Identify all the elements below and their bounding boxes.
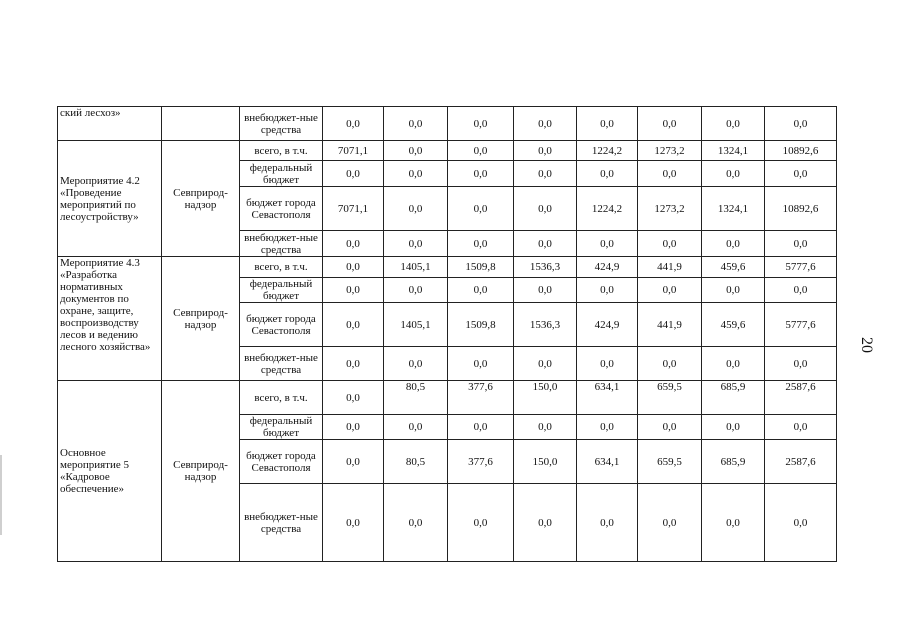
amount-cell: 0,0: [448, 107, 514, 141]
amount-cell: 459,6: [702, 257, 765, 278]
amount-cell: 0,0: [448, 415, 514, 440]
budget-table: [57, 106, 837, 562]
amount-cell: 1536,3: [514, 303, 577, 347]
table-row: [58, 107, 837, 141]
amount-cell: 1405,1: [384, 303, 448, 347]
amount-cell: 2587,6: [765, 440, 837, 484]
funding-source-cell: бюджет города Севастополя: [240, 187, 323, 231]
funding-source-cell: всего, в т.ч.: [240, 257, 323, 278]
amount-cell: 7071,1: [323, 187, 384, 231]
amount-cell: 5777,6: [765, 303, 837, 347]
amount-cell: 0,0: [323, 303, 384, 347]
amount-cell: 0,0: [323, 347, 384, 381]
scan-edge-mark: [0, 455, 2, 535]
amount-cell: 0,0: [702, 484, 765, 562]
amount-cell: 424,9: [577, 257, 638, 278]
amount-cell: 5777,6: [765, 257, 837, 278]
amount-cell: 80,5: [384, 381, 448, 415]
amount-cell: 0,0: [448, 141, 514, 161]
amount-cell: 0,0: [702, 231, 765, 257]
amount-cell: 0,0: [638, 231, 702, 257]
amount-cell: 0,0: [765, 278, 837, 303]
amount-cell: 0,0: [765, 484, 837, 562]
amount-cell: 0,0: [765, 161, 837, 187]
amount-cell: 0,0: [323, 107, 384, 141]
amount-cell: 0,0: [702, 347, 765, 381]
amount-cell: 0,0: [384, 278, 448, 303]
amount-cell: 1224,2: [577, 141, 638, 161]
amount-cell: 0,0: [448, 231, 514, 257]
amount-cell: 0,0: [323, 381, 384, 415]
amount-cell: 0,0: [577, 107, 638, 141]
amount-cell: 0,0: [384, 141, 448, 161]
amount-cell: 0,0: [323, 415, 384, 440]
amount-cell: 1536,3: [514, 257, 577, 278]
amount-cell: 1509,8: [448, 257, 514, 278]
executor-cell: Севприрод-надзор: [162, 257, 240, 381]
amount-cell: 0,0: [638, 415, 702, 440]
amount-cell: 0,0: [577, 347, 638, 381]
amount-cell: 0,0: [448, 278, 514, 303]
amount-cell: 0,0: [384, 231, 448, 257]
amount-cell: 7071,1: [323, 141, 384, 161]
amount-cell: 0,0: [638, 347, 702, 381]
funding-source-cell: федеральный бюджет: [240, 415, 323, 440]
amount-cell: 0,0: [448, 161, 514, 187]
amount-cell: 150,0: [514, 381, 577, 415]
amount-cell: 441,9: [638, 303, 702, 347]
amount-cell: 459,6: [702, 303, 765, 347]
amount-cell: 2587,6: [765, 381, 837, 415]
executor-cell: [162, 107, 240, 141]
amount-cell: 0,0: [577, 278, 638, 303]
amount-cell: 0,0: [577, 231, 638, 257]
amount-cell: 441,9: [638, 257, 702, 278]
funding-source-cell: бюджет города Севастополя: [240, 303, 323, 347]
amount-cell: 0,0: [514, 187, 577, 231]
amount-cell: 0,0: [323, 231, 384, 257]
amount-cell: 0,0: [323, 278, 384, 303]
amount-cell: 0,0: [384, 347, 448, 381]
amount-cell: 0,0: [384, 415, 448, 440]
amount-cell: 0,0: [384, 187, 448, 231]
amount-cell: 685,9: [702, 381, 765, 415]
amount-cell: 0,0: [514, 231, 577, 257]
amount-cell: 0,0: [638, 484, 702, 562]
amount-cell: 377,6: [448, 381, 514, 415]
amount-cell: 0,0: [514, 415, 577, 440]
amount-cell: 634,1: [577, 381, 638, 415]
amount-cell: 1509,8: [448, 303, 514, 347]
funding-source-cell: внебюджет-ные средства: [240, 484, 323, 562]
amount-cell: 1224,2: [577, 187, 638, 231]
amount-cell: 0,0: [323, 257, 384, 278]
amount-cell: 685,9: [702, 440, 765, 484]
amount-cell: 659,5: [638, 440, 702, 484]
amount-cell: 1324,1: [702, 141, 765, 161]
amount-cell: 0,0: [514, 484, 577, 562]
page-number: 20: [858, 337, 875, 353]
amount-cell: 0,0: [514, 161, 577, 187]
amount-cell: 1405,1: [384, 257, 448, 278]
funding-source-cell: внебюджет-ные средства: [240, 231, 323, 257]
amount-cell: 0,0: [702, 107, 765, 141]
amount-cell: 1273,2: [638, 187, 702, 231]
amount-cell: 0,0: [577, 415, 638, 440]
amount-cell: 0,0: [384, 107, 448, 141]
amount-cell: 634,1: [577, 440, 638, 484]
amount-cell: 659,5: [638, 381, 702, 415]
funding-source-cell: внебюджет-ные средства: [240, 347, 323, 381]
amount-cell: 0,0: [702, 415, 765, 440]
amount-cell: 377,6: [448, 440, 514, 484]
amount-cell: 1273,2: [638, 141, 702, 161]
executor-cell: Севприрод-надзор: [162, 381, 240, 562]
amount-cell: 0,0: [638, 161, 702, 187]
funding-source-cell: бюджет города Севастополя: [240, 440, 323, 484]
amount-cell: 0,0: [577, 484, 638, 562]
amount-cell: 0,0: [765, 107, 837, 141]
funding-source-cell: всего, в т.ч.: [240, 381, 323, 415]
amount-cell: 0,0: [702, 278, 765, 303]
event-name-cell: Мероприятие 4.3 «Разработка нормативных документов по охране, защите, воспроизводству лесов и ведению лесного хозяйства»: [58, 257, 162, 381]
amount-cell: 0,0: [765, 231, 837, 257]
funding-source-cell: внебюджет-ные средства: [240, 107, 323, 141]
amount-cell: 0,0: [384, 161, 448, 187]
funding-source-cell: федеральный бюджет: [240, 161, 323, 187]
amount-cell: 0,0: [384, 484, 448, 562]
executor-cell: Севприрод-надзор: [162, 141, 240, 257]
amount-cell: 80,5: [384, 440, 448, 484]
funding-source-cell: всего, в т.ч.: [240, 141, 323, 161]
amount-cell: 0,0: [638, 107, 702, 141]
amount-cell: 0,0: [323, 161, 384, 187]
table-row: [58, 257, 837, 278]
event-name-cell: Основное мероприятие 5 «Кадровое обеспечение»: [58, 381, 162, 562]
amount-cell: 150,0: [514, 440, 577, 484]
amount-cell: 10892,6: [765, 141, 837, 161]
amount-cell: 0,0: [765, 347, 837, 381]
amount-cell: 0,0: [448, 187, 514, 231]
amount-cell: 0,0: [514, 278, 577, 303]
amount-cell: 0,0: [577, 161, 638, 187]
amount-cell: 0,0: [323, 440, 384, 484]
amount-cell: 0,0: [514, 347, 577, 381]
amount-cell: 424,9: [577, 303, 638, 347]
event-name-cell: Мероприятие 4.2 «Проведение мероприятий по лесоустройству»: [58, 141, 162, 257]
table-row: [58, 381, 837, 415]
amount-cell: 0,0: [638, 278, 702, 303]
amount-cell: 0,0: [765, 415, 837, 440]
amount-cell: 0,0: [448, 347, 514, 381]
amount-cell: 0,0: [702, 161, 765, 187]
table-row: [58, 141, 837, 161]
funding-source-cell: федеральный бюджет: [240, 278, 323, 303]
amount-cell: 0,0: [514, 107, 577, 141]
amount-cell: 0,0: [323, 484, 384, 562]
amount-cell: 0,0: [514, 141, 577, 161]
amount-cell: 1324,1: [702, 187, 765, 231]
amount-cell: 0,0: [448, 484, 514, 562]
amount-cell: 10892,6: [765, 187, 837, 231]
event-name-cell: ский лесхоз»: [58, 107, 162, 141]
